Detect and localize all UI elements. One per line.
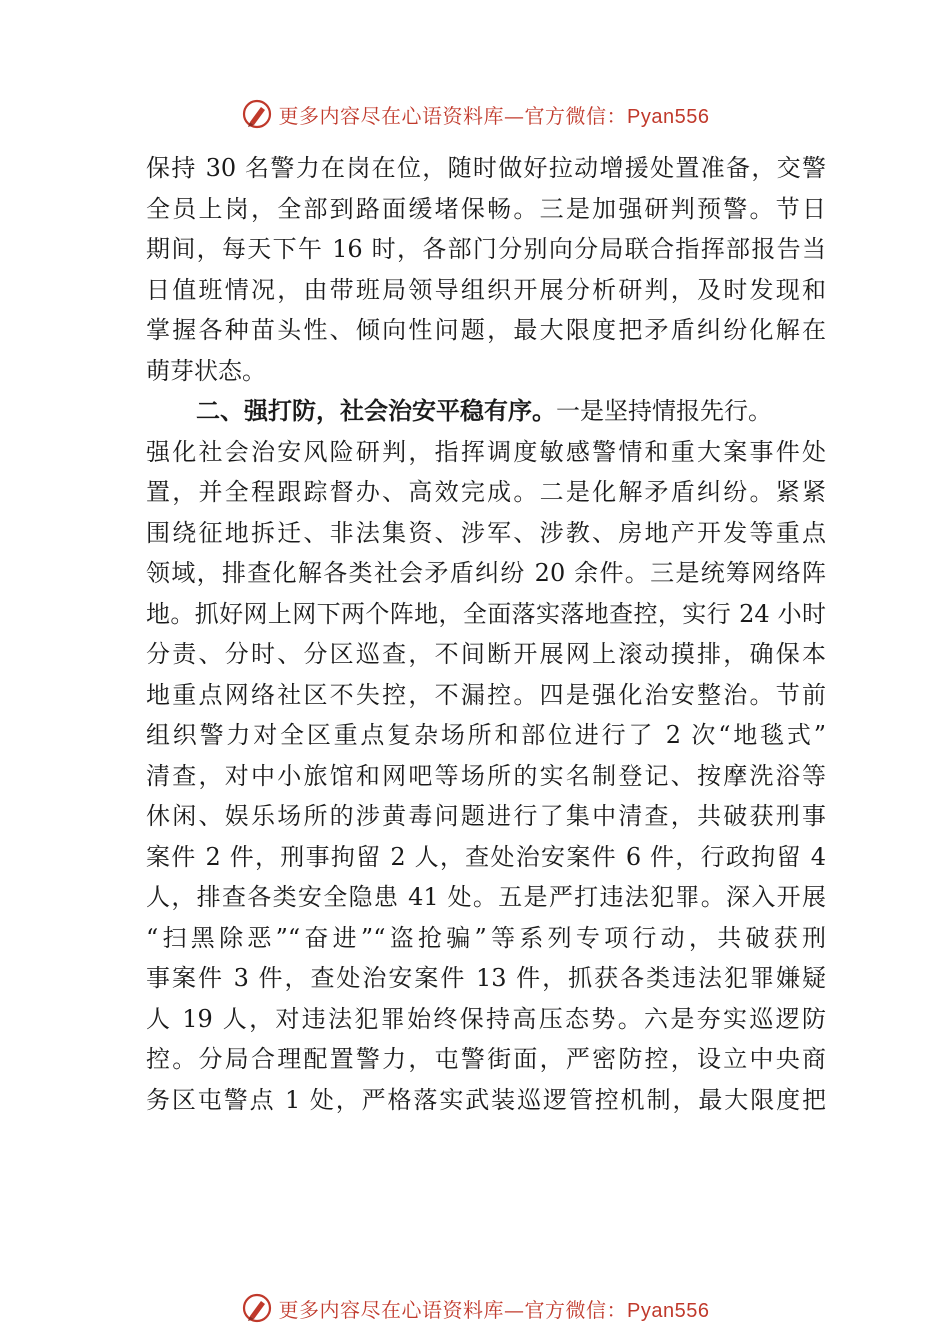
header-watermark xyxy=(0,94,950,134)
text-line: 地。抓好网上网下两个阵地，全面落实落地查控，实行 24 小时 xyxy=(146,599,826,628)
text-line: 期间，每天下午 16 时，各部门分别向分局联合指挥部报告当 xyxy=(146,235,826,263)
footer-watermark xyxy=(0,1288,950,1328)
watermark-text: 更多内容尽在心语资料库—官方微信：Pyan556 xyxy=(278,103,710,128)
text-line: 分责、分时、分区巡查，不间断开展网上滚动摸排，确保本 xyxy=(146,640,826,668)
pen-logo-icon xyxy=(241,1292,273,1324)
text-line: 置，并全程跟踪督办、高效完成。二是化解矛盾纠纷。紧紧 xyxy=(146,478,826,506)
text-line: 事案件 3 件，查处治安案件 13 件，抓获各类违法犯罪嫌疑 xyxy=(146,964,826,992)
text-line: 强化社会治安风险研判，指挥调度敏感警情和重大案事件处 xyxy=(146,437,826,466)
pen-logo-icon xyxy=(241,98,273,130)
text-line: 日值班情况，由带班局领导组织开展分析研判，及时发现和 xyxy=(146,275,826,304)
text-line: 人 19 人，对违法犯罪始终保持高压态势。六是夯实巡逻防 xyxy=(146,1004,826,1033)
text-line: 保持 30 名警力在岗在位，随时做好拉动增援处置准备，交警 xyxy=(146,154,826,182)
text-line: 控。分局合理配置警力，屯警街面，严密防控，设立中央商 xyxy=(146,1045,826,1073)
text-line: 地重点网络社区不失控，不漏控。四是强化治安整治。节前 xyxy=(146,680,826,709)
text-line: 萌芽状态。 xyxy=(146,356,266,385)
section-2-lead: 一是坚持情报先行。 xyxy=(556,397,772,425)
section-2-heading: 二、强打防，社会治安平稳有序。 xyxy=(196,396,556,425)
wechat-id: Pyan556 xyxy=(627,1299,710,1322)
text-line: 领域，排查化解各类社会矛盾纠纷 20 余件。三是统筹网络阵 xyxy=(146,559,826,587)
text-line: 清查，对中小旅馆和网吧等场所的实名制登记、按摩洗浴等 xyxy=(146,761,826,790)
watermark-text: 更多内容尽在心语资料库—官方微信：Pyan556 xyxy=(278,1297,710,1322)
wechat-id: Pyan556 xyxy=(627,105,710,128)
text-line: 全员上岗，全部到路面缓堵保畅。三是加强研判预警。节日 xyxy=(146,194,826,223)
text-line: 人，排查各类安全隐患 41 处。五是严打违法犯罪。深入开展 xyxy=(146,883,826,911)
text-line: 案件 2 件，刑事拘留 2 人，查处治安案件 6 件，行政拘留 4 xyxy=(146,842,826,871)
text-line: 掌握各种苗头性、倾向性问题，最大限度把矛盾纠纷化解在 xyxy=(146,316,826,344)
text-line: 休闲、娱乐场所的涉黄毒问题进行了集中清查，共破获刑事 xyxy=(146,802,826,830)
document-body xyxy=(146,148,826,1120)
text-line: 务区屯警点 1 处，严格落实武装巡逻管控机制，最大限度把 xyxy=(146,1085,826,1114)
text-line: 组织警力对全区重点复杂场所和部位进行了 2 次“地毯式” xyxy=(146,721,826,749)
text-line: “扫黑除恶”“奋进”“盗抢骗”等系列专项行动，共破获刑 xyxy=(146,923,826,952)
section-2-first-line xyxy=(146,391,826,432)
text-line: 围绕征地拆迁、非法集资、涉军、涉教、房地产开发等重点 xyxy=(146,518,826,547)
